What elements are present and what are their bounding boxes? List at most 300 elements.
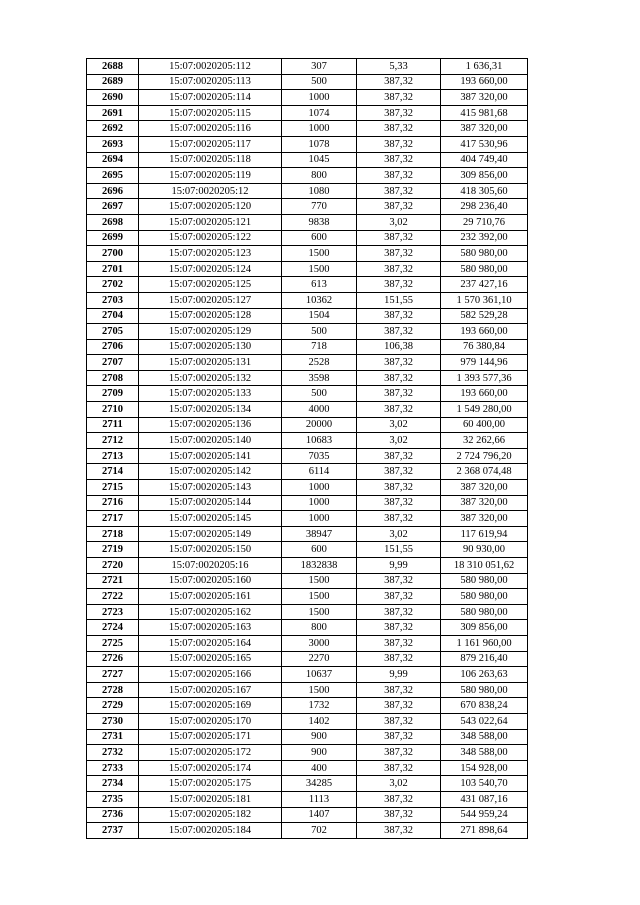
area-cell: 1113 <box>282 791 357 807</box>
value-cell: 1 636,31 <box>441 59 528 75</box>
table-row <box>87 511 528 527</box>
value-cell: 580 980,00 <box>441 604 528 620</box>
rate-cell: 387,32 <box>357 324 441 340</box>
value-cell: 76 380,84 <box>441 339 528 355</box>
rate-cell: 5,33 <box>357 59 441 75</box>
table-row <box>87 261 528 277</box>
area-cell: 800 <box>282 168 357 184</box>
area-cell: 1504 <box>282 308 357 324</box>
cadastral-number-cell: 15:07:0020205:114 <box>139 90 282 106</box>
cadastral-number-cell: 15:07:0020205:167 <box>139 682 282 698</box>
cadastral-number-cell: 15:07:0020205:160 <box>139 573 282 589</box>
cadastral-number-cell: 15:07:0020205:129 <box>139 324 282 340</box>
cadastral-number-cell: 15:07:0020205:150 <box>139 542 282 558</box>
area-cell: 1078 <box>282 136 357 152</box>
cadastral-number-cell: 15:07:0020205:161 <box>139 589 282 605</box>
cadastral-number-cell: 15:07:0020205:149 <box>139 526 282 542</box>
rate-cell: 387,32 <box>357 90 441 106</box>
row-number-cell: 2728 <box>87 682 139 698</box>
value-cell: 90 930,00 <box>441 542 528 558</box>
table-row <box>87 277 528 293</box>
rate-cell: 387,32 <box>357 651 441 667</box>
value-cell: 415 981,68 <box>441 105 528 121</box>
rate-cell: 387,32 <box>357 355 441 371</box>
value-cell: 2 368 074,48 <box>441 464 528 480</box>
row-number-cell: 2702 <box>87 277 139 293</box>
row-number-cell: 2717 <box>87 511 139 527</box>
rate-cell: 387,32 <box>357 74 441 90</box>
area-cell: 1045 <box>282 152 357 168</box>
area-cell: 1000 <box>282 480 357 496</box>
value-cell: 32 262,66 <box>441 433 528 449</box>
table-row <box>87 230 528 246</box>
table-row <box>87 760 528 776</box>
cadastral-number-cell: 15:07:0020205:112 <box>139 59 282 75</box>
area-cell: 500 <box>282 74 357 90</box>
value-cell: 193 660,00 <box>441 386 528 402</box>
cadastral-number-cell: 15:07:0020205:115 <box>139 105 282 121</box>
cadastral-number-cell: 15:07:0020205:130 <box>139 339 282 355</box>
row-number-cell: 2736 <box>87 807 139 823</box>
cadastral-number-cell: 15:07:0020205:175 <box>139 776 282 792</box>
table-row <box>87 152 528 168</box>
area-cell: 4000 <box>282 402 357 418</box>
row-number-cell: 2689 <box>87 74 139 90</box>
table-row <box>87 526 528 542</box>
table-row <box>87 807 528 823</box>
row-number-cell: 2694 <box>87 152 139 168</box>
value-cell: 2 724 796,20 <box>441 448 528 464</box>
row-number-cell: 2720 <box>87 558 139 574</box>
value-cell: 431 087,16 <box>441 791 528 807</box>
table-row <box>87 745 528 761</box>
cadastral-number-cell: 15:07:0020205:120 <box>139 199 282 215</box>
area-cell: 500 <box>282 386 357 402</box>
value-cell: 348 588,00 <box>441 729 528 745</box>
value-cell: 271 898,64 <box>441 823 528 839</box>
cadastral-number-cell: 15:07:0020205:128 <box>139 308 282 324</box>
cadastral-number-cell: 15:07:0020205:164 <box>139 635 282 651</box>
area-cell: 9838 <box>282 214 357 230</box>
row-number-cell: 2715 <box>87 480 139 496</box>
area-cell: 770 <box>282 199 357 215</box>
rate-cell: 3,02 <box>357 526 441 542</box>
cadastral-number-cell: 15:07:0020205:172 <box>139 745 282 761</box>
rate-cell: 387,32 <box>357 480 441 496</box>
table-row <box>87 542 528 558</box>
area-cell: 2528 <box>282 355 357 371</box>
cadastral-number-cell: 15:07:0020205:184 <box>139 823 282 839</box>
table-row <box>87 620 528 636</box>
area-cell: 20000 <box>282 417 357 433</box>
cadastral-number-cell: 15:07:0020205:125 <box>139 277 282 293</box>
area-cell: 1500 <box>282 682 357 698</box>
rate-cell: 151,55 <box>357 542 441 558</box>
cadastral-number-cell: 15:07:0020205:117 <box>139 136 282 152</box>
area-cell: 34285 <box>282 776 357 792</box>
area-cell: 10362 <box>282 292 357 308</box>
rate-cell: 387,32 <box>357 807 441 823</box>
table-row <box>87 651 528 667</box>
rate-cell: 387,32 <box>357 386 441 402</box>
rate-cell: 9,99 <box>357 667 441 683</box>
rate-cell: 387,32 <box>357 308 441 324</box>
rate-cell: 387,32 <box>357 791 441 807</box>
row-number-cell: 2718 <box>87 526 139 542</box>
rate-cell: 387,32 <box>357 136 441 152</box>
area-cell: 1000 <box>282 90 357 106</box>
rate-cell: 387,32 <box>357 760 441 776</box>
cadastral-number-cell: 15:07:0020205:119 <box>139 168 282 184</box>
value-cell: 580 980,00 <box>441 682 528 698</box>
rate-cell: 9,99 <box>357 558 441 574</box>
rate-cell: 387,32 <box>357 402 441 418</box>
value-cell: 1 549 280,00 <box>441 402 528 418</box>
row-number-cell: 2719 <box>87 542 139 558</box>
cadastral-number-cell: 15:07:0020205:143 <box>139 480 282 496</box>
value-cell: 580 980,00 <box>441 246 528 262</box>
table-row <box>87 59 528 75</box>
value-cell: 404 749,40 <box>441 152 528 168</box>
cadastral-number-cell: 15:07:0020205:165 <box>139 651 282 667</box>
rate-cell: 151,55 <box>357 292 441 308</box>
area-cell: 1500 <box>282 261 357 277</box>
value-cell: 418 305,60 <box>441 183 528 199</box>
row-number-cell: 2716 <box>87 495 139 511</box>
value-cell: 1 393 577,36 <box>441 370 528 386</box>
value-cell: 103 540,70 <box>441 776 528 792</box>
cadastral-number-cell: 15:07:0020205:182 <box>139 807 282 823</box>
cadastral-number-cell: 15:07:0020205:166 <box>139 667 282 683</box>
area-cell: 38947 <box>282 526 357 542</box>
value-cell: 18 310 051,62 <box>441 558 528 574</box>
cadastral-number-cell: 15:07:0020205:144 <box>139 495 282 511</box>
cadastral-number-cell: 15:07:0020205:113 <box>139 74 282 90</box>
row-number-cell: 2723 <box>87 604 139 620</box>
table-row <box>87 292 528 308</box>
table-row <box>87 667 528 683</box>
row-number-cell: 2731 <box>87 729 139 745</box>
area-cell: 307 <box>282 59 357 75</box>
table-row <box>87 168 528 184</box>
table-row <box>87 604 528 620</box>
area-cell: 613 <box>282 277 357 293</box>
table-row <box>87 355 528 371</box>
rate-cell: 3,02 <box>357 433 441 449</box>
row-number-cell: 2703 <box>87 292 139 308</box>
table-row <box>87 448 528 464</box>
row-number-cell: 2692 <box>87 121 139 137</box>
table-row <box>87 105 528 121</box>
value-cell: 387 320,00 <box>441 495 528 511</box>
rate-cell: 387,32 <box>357 589 441 605</box>
row-number-cell: 2707 <box>87 355 139 371</box>
value-cell: 237 427,16 <box>441 277 528 293</box>
area-cell: 702 <box>282 823 357 839</box>
area-cell: 900 <box>282 745 357 761</box>
rate-cell: 387,32 <box>357 121 441 137</box>
rate-cell: 387,32 <box>357 105 441 121</box>
row-number-cell: 2698 <box>87 214 139 230</box>
value-cell: 582 529,28 <box>441 308 528 324</box>
row-number-cell: 2729 <box>87 698 139 714</box>
row-number-cell: 2700 <box>87 246 139 262</box>
value-cell: 60 400,00 <box>441 417 528 433</box>
cadastral-number-cell: 15:07:0020205:170 <box>139 713 282 729</box>
table-row <box>87 776 528 792</box>
rate-cell: 387,32 <box>357 604 441 620</box>
area-cell: 600 <box>282 542 357 558</box>
table-row <box>87 464 528 480</box>
table-row <box>87 121 528 137</box>
rate-cell: 3,02 <box>357 214 441 230</box>
cadastral-number-cell: 15:07:0020205:133 <box>139 386 282 402</box>
cadastral-number-cell: 15:07:0020205:136 <box>139 417 282 433</box>
row-number-cell: 2688 <box>87 59 139 75</box>
cadastral-number-cell: 15:07:0020205:127 <box>139 292 282 308</box>
row-number-cell: 2735 <box>87 791 139 807</box>
value-cell: 670 838,24 <box>441 698 528 714</box>
table-row <box>87 214 528 230</box>
value-cell: 309 856,00 <box>441 620 528 636</box>
row-number-cell: 2724 <box>87 620 139 636</box>
table-row <box>87 74 528 90</box>
row-number-cell: 2691 <box>87 105 139 121</box>
rate-cell: 387,32 <box>357 246 441 262</box>
value-cell: 543 022,64 <box>441 713 528 729</box>
table-row <box>87 480 528 496</box>
row-number-cell: 2708 <box>87 370 139 386</box>
table-row <box>87 339 528 355</box>
cadastral-number-cell: 15:07:0020205:145 <box>139 511 282 527</box>
rate-cell: 387,32 <box>357 199 441 215</box>
area-cell: 400 <box>282 760 357 776</box>
row-number-cell: 2711 <box>87 417 139 433</box>
table-row <box>87 791 528 807</box>
table-row <box>87 199 528 215</box>
cadastral-number-cell: 15:07:0020205:142 <box>139 464 282 480</box>
rate-cell: 387,32 <box>357 823 441 839</box>
rate-cell: 387,32 <box>357 635 441 651</box>
rate-cell: 387,32 <box>357 620 441 636</box>
row-number-cell: 2732 <box>87 745 139 761</box>
cadastral-number-cell: 15:07:0020205:16 <box>139 558 282 574</box>
cadastral-number-cell: 15:07:0020205:171 <box>139 729 282 745</box>
value-cell: 879 216,40 <box>441 651 528 667</box>
rate-cell: 387,32 <box>357 230 441 246</box>
rate-cell: 106,38 <box>357 339 441 355</box>
rate-cell: 387,32 <box>357 511 441 527</box>
table-row <box>87 823 528 839</box>
value-cell: 193 660,00 <box>441 324 528 340</box>
area-cell: 1080 <box>282 183 357 199</box>
value-cell: 193 660,00 <box>441 74 528 90</box>
row-number-cell: 2730 <box>87 713 139 729</box>
row-number-cell: 2712 <box>87 433 139 449</box>
row-number-cell: 2733 <box>87 760 139 776</box>
rate-cell: 387,32 <box>357 682 441 698</box>
table-row <box>87 402 528 418</box>
rate-cell: 387,32 <box>357 277 441 293</box>
area-cell: 1000 <box>282 495 357 511</box>
area-cell: 1500 <box>282 246 357 262</box>
table-row <box>87 698 528 714</box>
area-cell: 3598 <box>282 370 357 386</box>
row-number-cell: 2725 <box>87 635 139 651</box>
area-cell: 1074 <box>282 105 357 121</box>
cadastral-number-cell: 15:07:0020205:141 <box>139 448 282 464</box>
value-cell: 387 320,00 <box>441 90 528 106</box>
value-cell: 387 320,00 <box>441 511 528 527</box>
area-cell: 3000 <box>282 635 357 651</box>
table-row <box>87 370 528 386</box>
value-cell: 417 530,96 <box>441 136 528 152</box>
area-cell: 1402 <box>282 713 357 729</box>
area-cell: 800 <box>282 620 357 636</box>
row-number-cell: 2734 <box>87 776 139 792</box>
table-row <box>87 308 528 324</box>
rate-cell: 3,02 <box>357 776 441 792</box>
area-cell: 1500 <box>282 604 357 620</box>
table-row <box>87 713 528 729</box>
row-number-cell: 2701 <box>87 261 139 277</box>
table-row <box>87 417 528 433</box>
table-row <box>87 136 528 152</box>
rate-cell: 387,32 <box>357 729 441 745</box>
row-number-cell: 2695 <box>87 168 139 184</box>
value-cell: 979 144,96 <box>441 355 528 371</box>
area-cell: 10637 <box>282 667 357 683</box>
area-cell: 1832838 <box>282 558 357 574</box>
cadastral-number-cell: 15:07:0020205:174 <box>139 760 282 776</box>
row-number-cell: 2697 <box>87 199 139 215</box>
rate-cell: 387,32 <box>357 713 441 729</box>
area-cell: 718 <box>282 339 357 355</box>
area-cell: 900 <box>282 729 357 745</box>
row-number-cell: 2704 <box>87 308 139 324</box>
area-cell: 1000 <box>282 121 357 137</box>
rate-cell: 3,02 <box>357 417 441 433</box>
area-cell: 500 <box>282 324 357 340</box>
area-cell: 10683 <box>282 433 357 449</box>
value-cell: 117 619,94 <box>441 526 528 542</box>
area-cell: 6114 <box>282 464 357 480</box>
rate-cell: 387,32 <box>357 698 441 714</box>
value-cell: 106 263,63 <box>441 667 528 683</box>
rate-cell: 387,32 <box>357 464 441 480</box>
value-cell: 387 320,00 <box>441 480 528 496</box>
row-number-cell: 2699 <box>87 230 139 246</box>
row-number-cell: 2727 <box>87 667 139 683</box>
row-number-cell: 2690 <box>87 90 139 106</box>
rate-cell: 387,32 <box>357 745 441 761</box>
area-cell: 1500 <box>282 573 357 589</box>
data-table <box>86 58 528 839</box>
cadastral-number-cell: 15:07:0020205:121 <box>139 214 282 230</box>
row-number-cell: 2722 <box>87 589 139 605</box>
area-cell: 1000 <box>282 511 357 527</box>
area-cell: 1407 <box>282 807 357 823</box>
table-row <box>87 246 528 262</box>
row-number-cell: 2737 <box>87 823 139 839</box>
table-row <box>87 324 528 340</box>
table-row <box>87 495 528 511</box>
cadastral-number-cell: 15:07:0020205:124 <box>139 261 282 277</box>
rate-cell: 387,32 <box>357 261 441 277</box>
area-cell: 2270 <box>282 651 357 667</box>
table-row <box>87 433 528 449</box>
cadastral-number-cell: 15:07:0020205:131 <box>139 355 282 371</box>
value-cell: 387 320,00 <box>441 121 528 137</box>
row-number-cell: 2726 <box>87 651 139 667</box>
table-row <box>87 589 528 605</box>
cadastral-number-cell: 15:07:0020205:134 <box>139 402 282 418</box>
table-row <box>87 573 528 589</box>
row-number-cell: 2713 <box>87 448 139 464</box>
value-cell: 580 980,00 <box>441 261 528 277</box>
cadastral-number-cell: 15:07:0020205:122 <box>139 230 282 246</box>
cadastral-number-cell: 15:07:0020205:123 <box>139 246 282 262</box>
row-number-cell: 2714 <box>87 464 139 480</box>
area-cell: 1500 <box>282 589 357 605</box>
table-row <box>87 558 528 574</box>
cadastral-number-cell: 15:07:0020205:181 <box>139 791 282 807</box>
row-number-cell: 2721 <box>87 573 139 589</box>
table-row <box>87 183 528 199</box>
table-row <box>87 682 528 698</box>
value-cell: 232 392,00 <box>441 230 528 246</box>
table-row <box>87 635 528 651</box>
row-number-cell: 2696 <box>87 183 139 199</box>
cadastral-number-cell: 15:07:0020205:118 <box>139 152 282 168</box>
value-cell: 154 928,00 <box>441 760 528 776</box>
value-cell: 1 570 361,10 <box>441 292 528 308</box>
rate-cell: 387,32 <box>357 168 441 184</box>
table-row <box>87 386 528 402</box>
cadastral-number-cell: 15:07:0020205:132 <box>139 370 282 386</box>
cadastral-number-cell: 15:07:0020205:12 <box>139 183 282 199</box>
value-cell: 544 959,24 <box>441 807 528 823</box>
row-number-cell: 2693 <box>87 136 139 152</box>
cadastral-number-cell: 15:07:0020205:116 <box>139 121 282 137</box>
area-cell: 7035 <box>282 448 357 464</box>
row-number-cell: 2710 <box>87 402 139 418</box>
rate-cell: 387,32 <box>357 152 441 168</box>
row-number-cell: 2706 <box>87 339 139 355</box>
table-body <box>87 59 528 839</box>
value-cell: 298 236,40 <box>441 199 528 215</box>
row-number-cell: 2709 <box>87 386 139 402</box>
value-cell: 348 588,00 <box>441 745 528 761</box>
value-cell: 1 161 960,00 <box>441 635 528 651</box>
area-cell: 600 <box>282 230 357 246</box>
cadastral-number-cell: 15:07:0020205:169 <box>139 698 282 714</box>
row-number-cell: 2705 <box>87 324 139 340</box>
table-row <box>87 90 528 106</box>
cadastral-number-cell: 15:07:0020205:162 <box>139 604 282 620</box>
value-cell: 309 856,00 <box>441 168 528 184</box>
rate-cell: 387,32 <box>357 573 441 589</box>
cadastral-number-cell: 15:07:0020205:140 <box>139 433 282 449</box>
rate-cell: 387,32 <box>357 448 441 464</box>
cadastral-number-cell: 15:07:0020205:163 <box>139 620 282 636</box>
value-cell: 580 980,00 <box>441 573 528 589</box>
value-cell: 580 980,00 <box>441 589 528 605</box>
area-cell: 1732 <box>282 698 357 714</box>
rate-cell: 387,32 <box>357 183 441 199</box>
value-cell: 29 710,76 <box>441 214 528 230</box>
rate-cell: 387,32 <box>357 370 441 386</box>
